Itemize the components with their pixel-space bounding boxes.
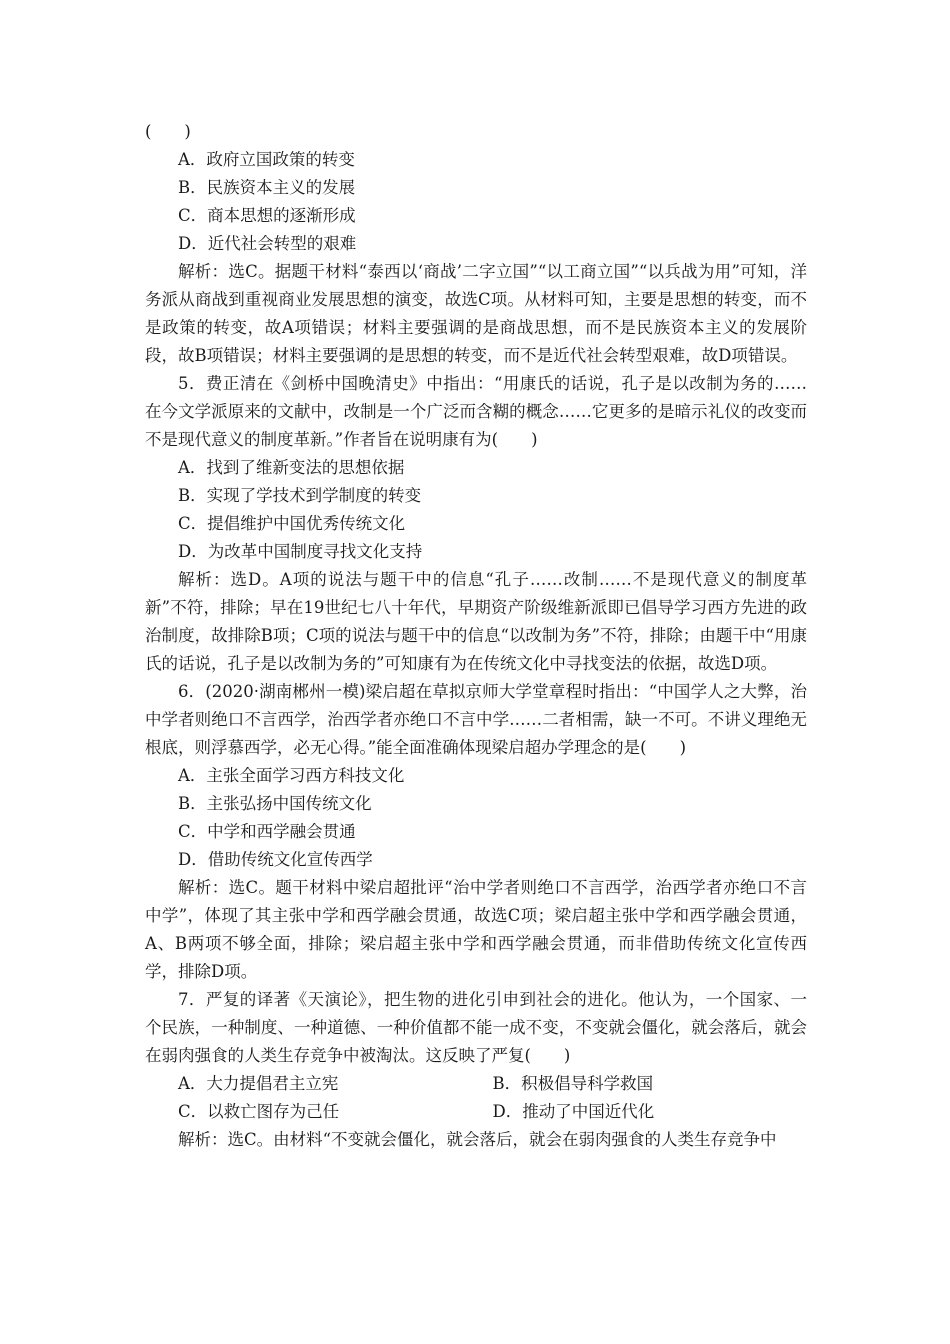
q4-option-b: B．民族资本主义的发展 xyxy=(178,178,356,197)
q4-analysis: 解析：选C。据题干材料“泰西以‘商战’二字立国”“以工商立国”“以兵战为用”可知，洋务派从商战到重视商业发展思想的演变，故选C项。从材料可知，主要是思想的转变，而不是政策的转变，故A项错误；材料主要强调的是商战思想，而不是民族资本主义的发展阶段，故B项错误；材料主要强调的是思想的转变，而不是近代社会转型艰难，故D项错误。 xyxy=(145,262,807,365)
q7-option-d: D．推动了中国近代化 xyxy=(492,1102,655,1121)
page-content xyxy=(145,118,807,1154)
q5-option-c: C．提倡维护中国优秀传统文化 xyxy=(178,514,406,533)
q7-options-row-2 xyxy=(178,1098,807,1126)
q6-option-d: D．借助传统文化宣传西学 xyxy=(178,850,373,869)
q5-option-b: B．实现了学技术到学制度的转变 xyxy=(178,486,422,505)
q7-options-row-1 xyxy=(178,1070,807,1098)
q6-analysis: 解析：选C。题干材料中梁启超批评“治中学者则绝口不言西学，治西学者亦绝口不言中学”，体现了其主张中学和西学融会贯通，故选C项；梁启超主张中学和西学融会贯通，A、B两项不够全面，排除；梁启超主张中学和西学融会贯通，而非借助传统文化宣传西学，排除D项。 xyxy=(145,878,807,981)
q4-option-d: D．近代社会转型的艰难 xyxy=(178,234,357,253)
q7-option-c: C．以救亡图存为己任 xyxy=(178,1102,340,1121)
q5-stem: 5．费正清在《剑桥中国晚清史》中指出：“用康氏的话说，孔子是以改制为务的……在今文学派原来的文献中，改制是一个广泛而含糊的概念……它更多的是暗示礼仪的改变而不是现代意义的制度革新。”作者旨在说明康有为( ) xyxy=(145,374,807,449)
q5-option-a: A．找到了维新变法的思想依据 xyxy=(178,458,405,477)
q5-analysis: 解析：选D。A项的说法与题干中的信息“孔子……改制……不是现代意义的制度革新”不符，排除；早在19世纪七八十年代，早期资产阶级维新派即已倡导学习西方先进的政治制度，故排除B项；C项的说法与题干中的信息“以改制为务”不符，排除；由题干中“用康氏的话说，孔子是以改制为务的”可知康有为在传统文化中寻找变法的依据，故选D项。 xyxy=(145,570,807,673)
q6-option-b: B．主张弘扬中国传统文化 xyxy=(178,794,372,813)
q7-option-a: A．大力提倡君主立宪 xyxy=(178,1074,339,1093)
q5-option-d: D．为改革中国制度寻找文化支持 xyxy=(178,542,423,561)
q7-option-b: B．积极倡导科学救国 xyxy=(492,1074,654,1093)
q4-option-c: C．商本思想的逐渐形成 xyxy=(178,206,356,225)
q4-answer-bracket: ( ) xyxy=(145,122,191,141)
q7-analysis: 解析：选C。由材料“不变就会僵化，就会落后，就会在弱肉强食的人类生存竞争中 xyxy=(178,1130,777,1149)
q7-stem: 7．严复的译著《天演论》，把生物的进化引申到社会的进化。他认为，一个国家、一个民族，一种制度、一种道德、一种价值都不能一成不变，不变就会僵化，就会落后，就会在弱肉强食的人类生存竞争中被淘汰。这反映了严复( ) xyxy=(145,990,807,1065)
q6-option-a: A．主张全面学习西方科技文化 xyxy=(178,766,405,785)
q6-option-c: C．中学和西学融会贯通 xyxy=(178,822,356,841)
q6-stem: 6．(2020·湖南郴州一模)梁启超在草拟京师大学堂章程时指出：“中国学人之大弊，治中学者则绝口不言西学，治西学者亦绝口不言中学……二者相需，缺一不可。不讲义理绝无根底，则浮慕西学，必无心得。”能全面准确体现梁启超办学理念的是( ) xyxy=(145,682,807,757)
q4-option-a: A．政府立国政策的转变 xyxy=(178,150,355,169)
